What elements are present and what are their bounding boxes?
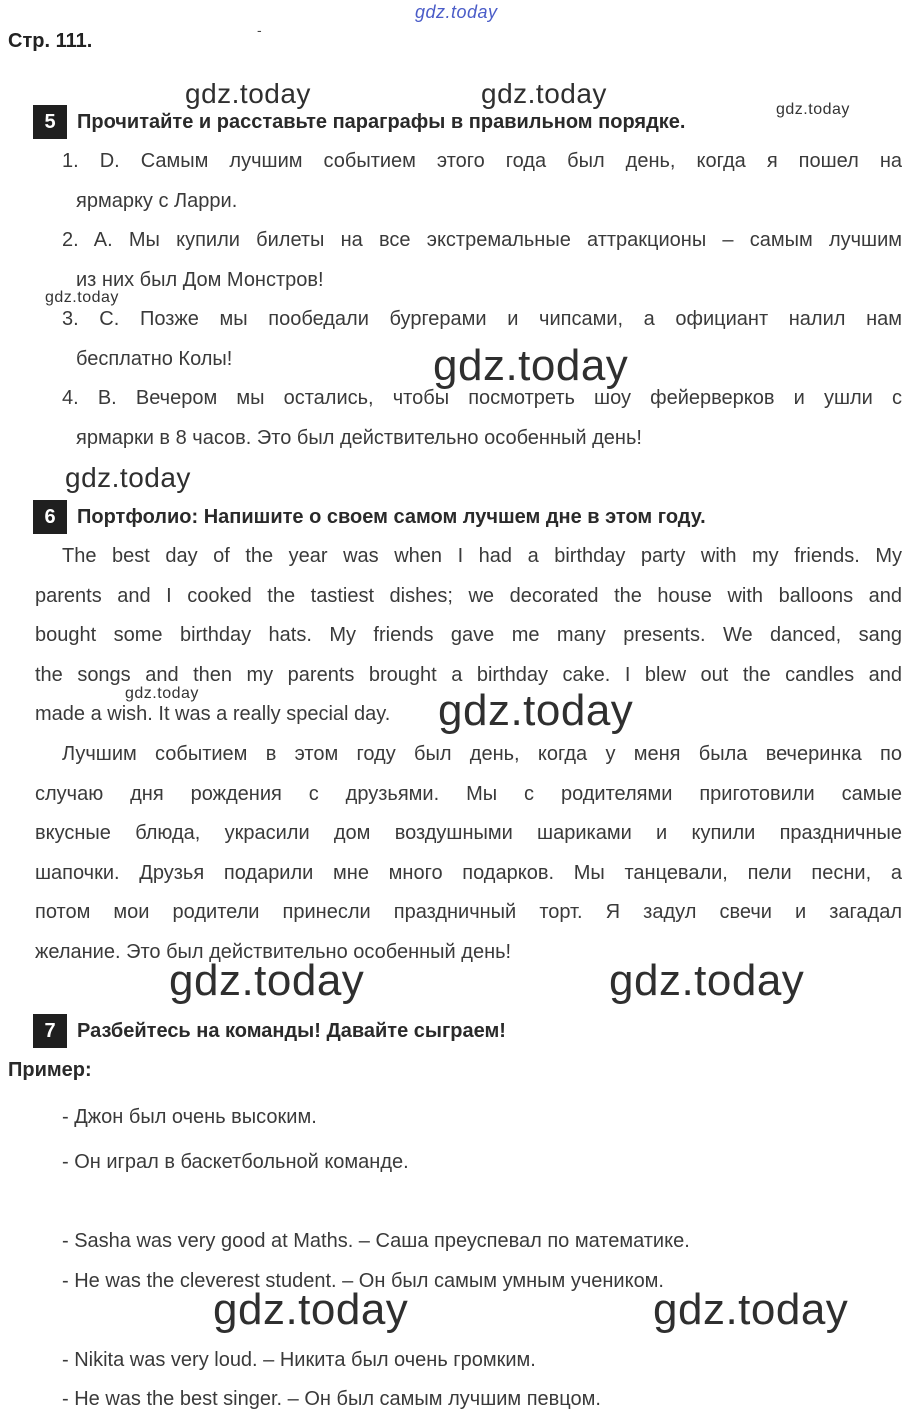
task-title: Разбейтесь на команды! Давайте сыграем! (77, 1019, 506, 1042)
list-item-line: бесплатно Колы! (76, 347, 233, 370)
watermark: gdz.today (433, 341, 629, 390)
example-line: - He was the cleverest student. – Он был самым умным учеником. (62, 1270, 664, 1292)
paragraph-line: parents and I cooked the tastiest dishes; we decorated the house with balloons and (35, 584, 902, 607)
list-item (62, 221, 902, 300)
task-number-badge: 5 (33, 105, 67, 139)
list-item (62, 142, 902, 221)
paragraph-line: The best day of the year was when I had a birthday party with my friends. My (62, 545, 902, 567)
task-5-header (33, 105, 685, 139)
task-number-badge: 7 (33, 1014, 67, 1048)
list-item-line: 1. D. Самым лучшим событием этого года был день, когда я пошел на (62, 150, 902, 172)
task-number-badge: 6 (33, 500, 67, 534)
watermark: gdz.today (776, 101, 850, 118)
example-line: - Он играл в баскетбольной команде. (62, 1151, 409, 1173)
example-line: - Джон был очень высоким. (62, 1106, 317, 1128)
paragraph-line: потом мои родители принесли праздничный торт. Я задул свечи и загадал (35, 901, 902, 924)
paragraph-line: случаю дня рождения с друзьями. Мы с родителями приготовили самые (35, 782, 902, 805)
watermark: gdz.today (481, 78, 607, 109)
watermark-top: gdz.today (415, 2, 498, 22)
watermark: gdz.today (653, 1285, 849, 1334)
list-item (62, 379, 902, 458)
watermark: gdz.today (169, 956, 365, 1005)
task-title: Портфолио: Напишите о своем самом лучшем дне в этом году. (77, 505, 706, 528)
paragraph-line: the songs and then my parents brought a birthday cake. I blew out the candles and (35, 663, 902, 686)
russian-paragraph (35, 735, 902, 973)
task-6-header (33, 500, 706, 534)
task-title: Прочитайте и расставьте параграфы в правильном порядке. (77, 110, 686, 133)
example-line: - He was the best singer. – Он был самым лучшим певцом. (62, 1388, 601, 1410)
list-item-line: из них был Дом Монстров! (76, 268, 324, 291)
watermark: gdz.today (45, 289, 119, 306)
watermark: gdz.today (438, 686, 634, 735)
example-line: - Sasha was very good at Maths. – Саша преуспевал по математике. (62, 1230, 690, 1252)
paragraph-line: шапочки. Друзья подарили мне много подарков. Мы танцевали, пели песни, а (35, 861, 902, 884)
paragraph-line: желание. Это был действительно особенный день! (35, 940, 512, 963)
list-item-line: 3. C. Позже мы пообедали бургерами и чипсами, а официант налил нам (62, 308, 902, 330)
page-number: Стр. 111. (8, 30, 93, 52)
tick-mark: - (257, 22, 262, 38)
example-line: - Nikita was very loud. – Никита был очень громким. (62, 1349, 536, 1371)
list-item-line: 4. B. Вечером мы остались, чтобы посмотреть шоу фейерверков и ушли с (62, 387, 902, 409)
watermark: gdz.today (185, 78, 311, 109)
list-item-line: 2. A. Мы купили билеты на все экстремальные аттракционы – самым лучшим (62, 229, 902, 251)
paragraph-line: bought some birthday hats. My friends gave me many presents. We danced, sang (35, 624, 902, 647)
paragraph-line: made a wish. It was a really special day. (35, 703, 391, 726)
list-item-line: ярмарку с Ларри. (76, 189, 238, 212)
watermark: gdz.today (65, 462, 191, 493)
watermark: gdz.today (125, 685, 199, 702)
task-7-header (33, 1014, 506, 1048)
paragraph-line: вкусные блюда, украсили дом воздушными шариками и купили праздничные (35, 822, 902, 845)
list-item-line: ярмарки в 8 часов. Это был действительно особенный день! (76, 426, 642, 449)
watermark: gdz.today (609, 956, 805, 1005)
paragraph-line: Лучшим событием в этом году был день, когда у меня была вечеринка по (62, 743, 902, 765)
example-label: Пример: (8, 1059, 92, 1081)
watermark: gdz.today (213, 1285, 409, 1334)
